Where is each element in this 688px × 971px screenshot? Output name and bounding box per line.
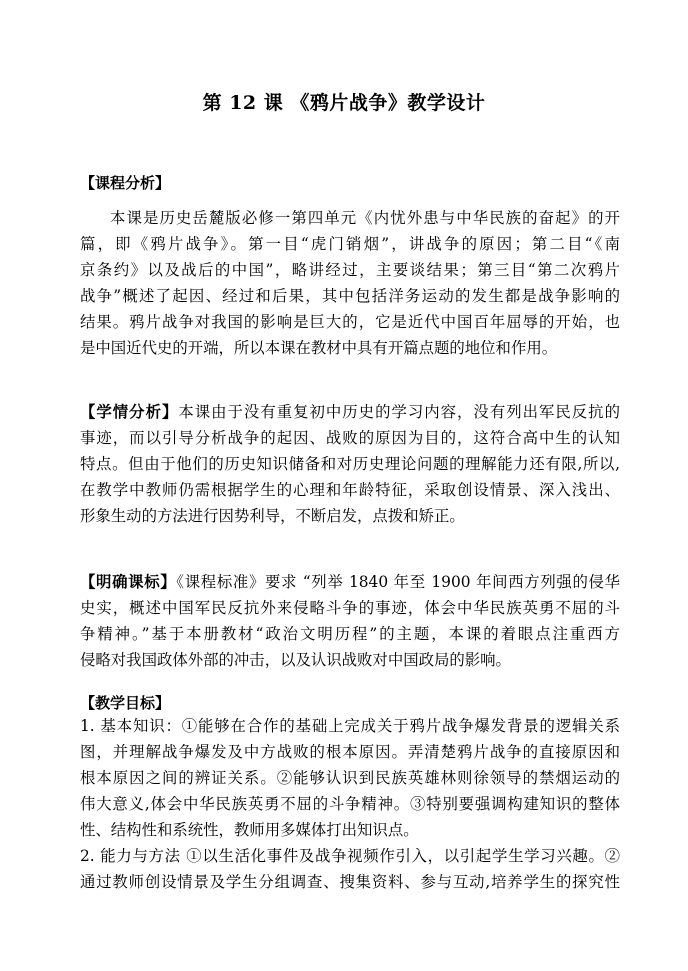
paragraph-line: 京条约》以及战后的中国”，略讲经过，主要谈结果；第三目“第二次鸦片	[80, 261, 620, 279]
paragraph-line: 史实，概述中国军民反抗外来侵略斗争的事迹，体会中华民族英勇不屈的斗	[80, 599, 620, 617]
teaching-goals-paragraph	[80, 713, 620, 895]
paragraph-line: 事迹，而以引导分析战争的起因、战败的原因为目的，这符合高中生的认知	[80, 429, 620, 447]
paragraph-line: 1. 基本知识：①能够在合作的基础上完成关于鸦片战争爆发背景的逻辑关系	[80, 717, 620, 735]
paragraph-line	[80, 569, 620, 595]
course-analysis-paragraph	[80, 205, 620, 361]
paragraph-line: 2. 能力与方法 ①以生活化事件及战争视频作引入，以引起学生学习兴趣。②	[80, 847, 620, 865]
learner-analysis-paragraph	[80, 399, 620, 529]
paragraph-line	[80, 399, 620, 425]
paragraph-text: 《课程标准》要求 “列举 1840 年至 1900 年间西方列强的侵华	[176, 573, 620, 591]
paragraph-line: 结果。鸦片战争对我国的影响是巨大的，它是近代中国百年屈辱的开始，也	[80, 313, 620, 331]
paragraph-line: 形象生动的方法进行因势利导，不断启发，点拨和矫正。	[80, 507, 465, 525]
paragraph-text: 本课由于没有重复初中历史的学习内容，没有列出军民反抗的	[178, 403, 620, 421]
course-analysis-heading: 【课程分析】	[80, 174, 171, 192]
paragraph-line: 根本原因之间的辨证关系。②能够认识到民族英雄林则徐领导的禁烟运动的	[80, 769, 620, 787]
paragraph-line: 性、结构性和系统性，教师用多媒体打出知识点。	[80, 821, 419, 839]
teaching-goals-heading: 【教学目标】	[80, 694, 171, 712]
document-title: 第 12 课 《鸦片战争》教学设计	[202, 92, 486, 114]
paragraph-line: 侵略对我国政体外部的冲击，以及认识战败对中国政局的影响。	[80, 651, 511, 669]
learner-analysis-heading: 【学情分析】	[80, 403, 179, 421]
paragraph-line: 争精神。”基于本册教材“政治文明历程”的主题，本课的着眼点注重西方	[80, 625, 620, 643]
paragraph-line: 战争”概述了起因、经过和后果，其中包括洋务运动的发生都是战争影响的	[80, 287, 620, 305]
paragraph-line: 图，并理解战争爆发及中方战败的根本原因。弄清楚鸦片战争的直接原因和	[80, 743, 620, 761]
curriculum-standard-heading: 【明确课标】	[80, 573, 177, 591]
paragraph-line: 特点。但由于他们的历史知识储备和对历史理论问题的理解能力还有限,所以,	[80, 455, 620, 473]
curriculum-standard-paragraph	[80, 569, 620, 673]
paragraph-line: 通过教师创设情景及学生分组调查、搜集资料、参与互动,培养学生的探究性	[80, 873, 620, 891]
paragraph-line: 伟大意义,体会中华民族英勇不屈的斗争精神。③特别要强调构建知识的整体	[80, 795, 620, 813]
paragraph-line: 在教学中教师仍需根据学生的心理和年龄特征，采取创设情景、深入浅出、	[80, 481, 620, 499]
paragraph-line: 篇，即《鸦片战争》。第一目“虎门销烟”，讲战争的原因；第二目“《南	[80, 235, 620, 253]
paragraph-line: 本课是历史岳麓版必修一第四单元《内忧外患与中华民族的奋起》的开	[110, 209, 620, 227]
paragraph-line: 是中国近代史的开端，所以本课在教材中具有开篇点题的地位和作用。	[80, 339, 558, 357]
